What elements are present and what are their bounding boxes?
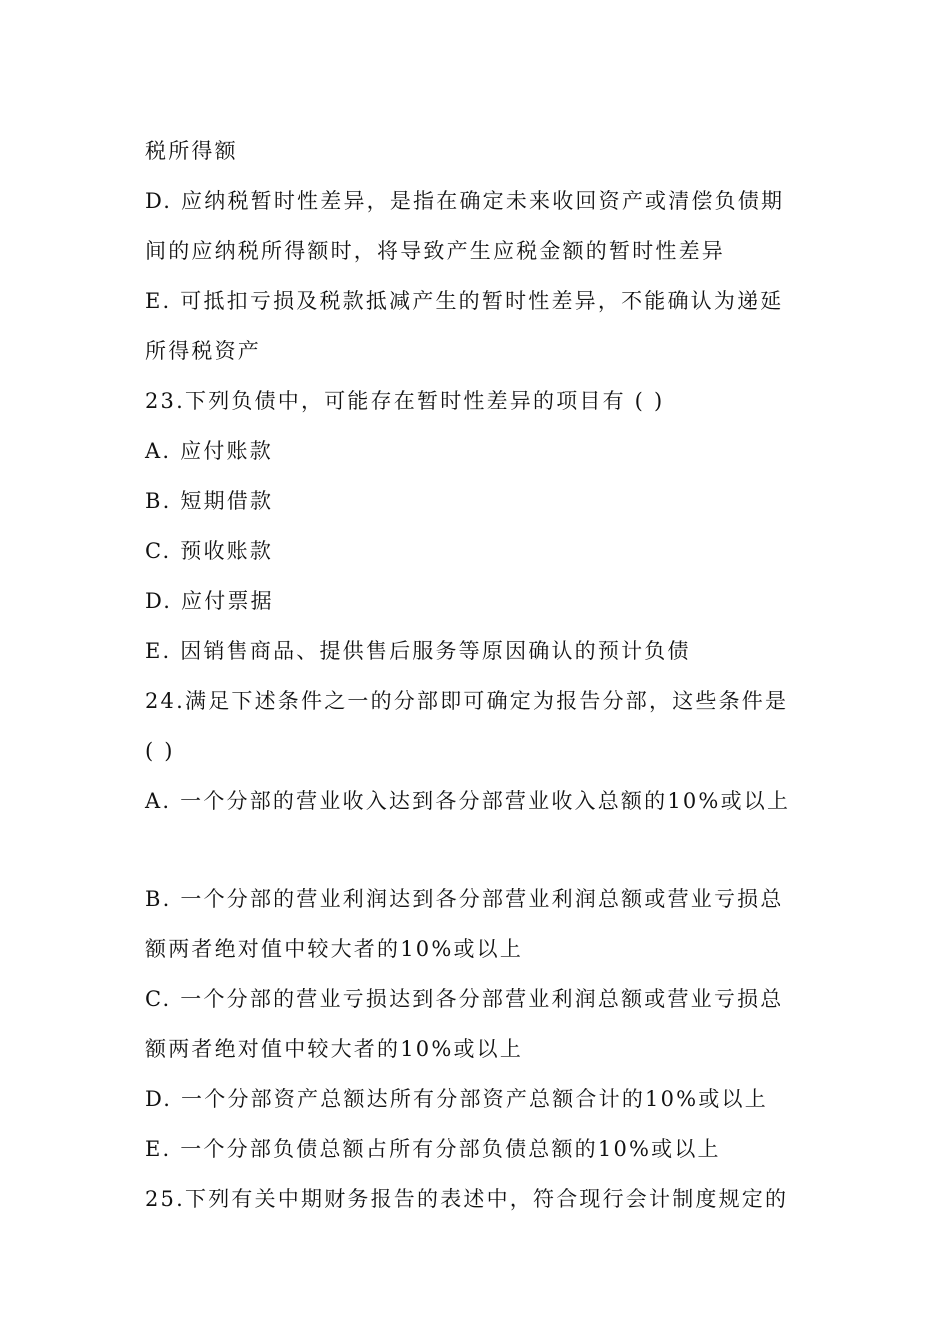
question-25: 25.下列有关中期财务报告的表述中，符合现行会计制度规定的 bbox=[145, 1187, 789, 1211]
option-e: E. 因销售商品、提供售后服务等原因确认的预计负债 bbox=[145, 639, 691, 663]
text-line: 所得税资产 bbox=[145, 339, 261, 363]
option-b: B. 短期借款 bbox=[145, 489, 274, 513]
question-23: 23.下列负债中，可能存在暂时性差异的项目有 ( ) bbox=[145, 389, 665, 413]
text-line: E. 可抵扣亏损及税款抵减产生的暂时性差异，不能确认为递延 bbox=[145, 289, 784, 313]
option-d: D. 一个分部资产总额达所有分部资产总额合计的10%或以上 bbox=[145, 1087, 768, 1111]
text-line: 额两者绝对值中较大者的10%或以上 bbox=[145, 937, 524, 961]
text-line: 额两者绝对值中较大者的10%或以上 bbox=[145, 1037, 524, 1061]
option-b: B. 一个分部的营业利润达到各分部营业利润总额或营业亏损总 bbox=[145, 887, 784, 911]
option-c: C. 预收账款 bbox=[145, 539, 274, 563]
option-a: A. 一个分部的营业收入达到各分部营业收入总额的10%或以上 bbox=[145, 789, 791, 813]
answer-blank: ( ) bbox=[145, 739, 175, 763]
text-line: 间的应纳税所得额时，将导致产生应税金额的暂时性差异 bbox=[145, 239, 725, 263]
text-line: D. 应纳税暂时性差异，是指在确定未来收回资产或清偿负债期 bbox=[145, 189, 785, 213]
text-line: 税所得额 bbox=[145, 139, 238, 163]
option-e: E. 一个分部负债总额占所有分部负债总额的10%或以上 bbox=[145, 1137, 721, 1161]
option-a: A. 应付账款 bbox=[145, 439, 273, 463]
option-d: D. 应付票据 bbox=[145, 589, 274, 613]
question-24: 24.满足下述条件之一的分部即可确定为报告分部，这些条件是 bbox=[145, 689, 789, 713]
option-c: C. 一个分部的营业亏损达到各分部营业利润总额或营业亏损总 bbox=[145, 987, 784, 1011]
